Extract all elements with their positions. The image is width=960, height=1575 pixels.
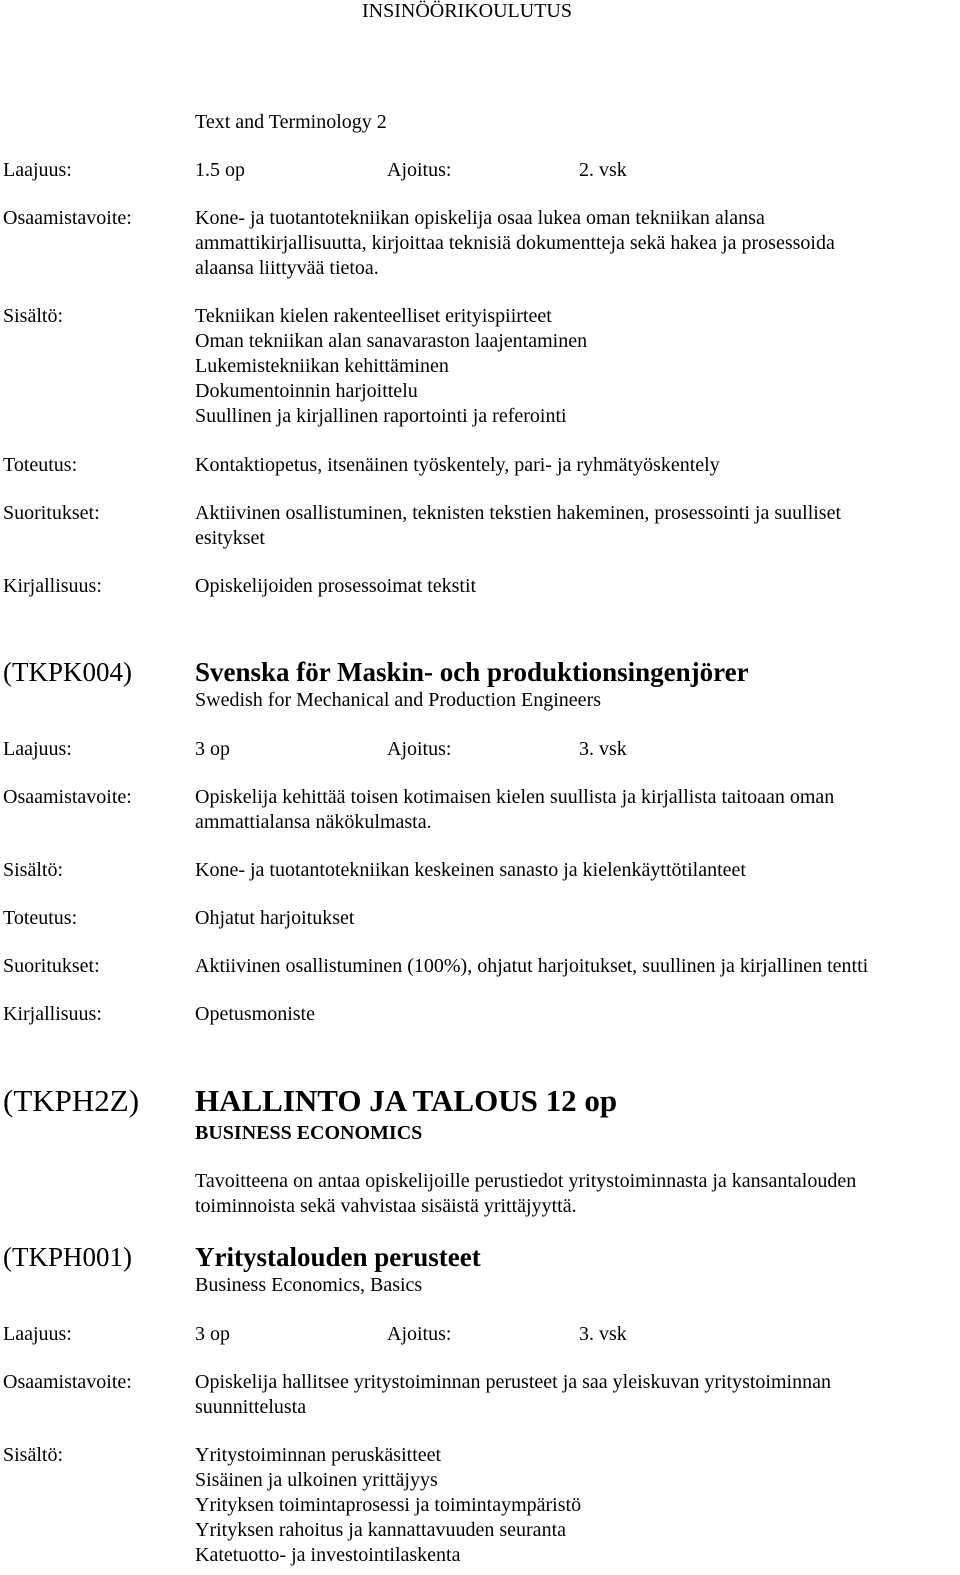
kirjallisuus-label: Kirjallisuus: xyxy=(3,575,102,597)
laajuus-value: 3 op xyxy=(195,1323,230,1345)
sisalto-line: Sisäinen ja ulkoinen yrittäjyys xyxy=(195,1469,438,1491)
osaamistavoite-label: Osaamistavoite: xyxy=(3,786,132,808)
suoritukset-label: Suoritukset: xyxy=(3,502,100,524)
sisalto-label: Sisältö: xyxy=(3,859,64,881)
module-description-line: Tavoitteena on antaa opiskelijoille perustiedot yritystoiminnasta ja kansantalouden xyxy=(195,1170,857,1192)
sisalto-line: Yritystoiminnan peruskäsitteet xyxy=(195,1444,442,1466)
osaamistavoite-line: Opiskelija kehittää toisen kotimaisen kielen suullista ja kirjallista taitoaan oman xyxy=(195,786,835,808)
module-description-line: toiminnoista sekä vahvistaa sisäistä yrittäjyyttä. xyxy=(195,1195,577,1217)
laajuus-value: 1.5 op xyxy=(195,159,245,181)
kirjallisuus-value: Opiskelijoiden prosessoimat tekstit xyxy=(195,575,477,597)
osaamistavoite-line: suunnittelusta xyxy=(195,1396,307,1418)
sisalto-line: Katetuotto- ja investointilaskenta xyxy=(195,1544,461,1566)
module-subtitle: BUSINESS ECONOMICS xyxy=(195,1122,423,1144)
laajuus-label: Laajuus: xyxy=(3,159,72,181)
sisalto-label: Sisältö: xyxy=(3,305,64,327)
sisalto-line: Tekniikan kielen rakenteelliset erityispiirteet xyxy=(195,305,552,327)
sisalto-line: Suullinen ja kirjallinen raportointi ja referointi xyxy=(195,405,567,427)
laajuus-label: Laajuus: xyxy=(3,1323,72,1345)
course-title: Svenska för Maskin- och produktionsingenjörer xyxy=(195,657,749,687)
suoritukset-label: Suoritukset: xyxy=(3,955,100,977)
toteutus-label: Toteutus: xyxy=(3,907,78,929)
suoritukset-line: esitykset xyxy=(195,527,265,549)
ajoitus-label: Ajoitus: xyxy=(387,1323,452,1345)
ajoitus-value: 3. vsk xyxy=(579,738,627,760)
module-code: (TKPH2Z) xyxy=(3,1083,140,1118)
ajoitus-value: 2. vsk xyxy=(579,159,627,181)
sisalto-label: Sisältö: xyxy=(3,1444,64,1466)
osaamistavoite-line: Opiskelija hallitsee yritystoiminnan perusteet ja saa yleiskuvan yritystoiminnan xyxy=(195,1371,831,1393)
osaamistavoite-line: Kone- ja tuotantotekniikan opiskelija osaa lukea oman tekniikan alansa xyxy=(195,207,765,229)
sisalto-line: Yrityksen toimintaprosessi ja toimintaympäristö xyxy=(195,1494,582,1516)
osaamistavoite-line: ammattialansa näkökulmasta. xyxy=(195,811,432,833)
sisalto-value: Kone- ja tuotantotekniikan keskeinen sanasto ja kielenkäyttötilanteet xyxy=(195,859,746,881)
toteutus-value: Kontaktiopetus, itsenäinen työskentely, pari- ja ryhmätyöskentely xyxy=(195,454,720,476)
course-subtitle: Business Economics, Basics xyxy=(195,1274,423,1296)
course-title: Text and Terminology 2 xyxy=(195,111,387,133)
course-title: Yritystalouden perusteet xyxy=(195,1242,481,1272)
laajuus-label: Laajuus: xyxy=(3,738,72,760)
ajoitus-label: Ajoitus: xyxy=(387,159,452,181)
sisalto-line: Lukemistekniikan kehittäminen xyxy=(195,355,449,377)
module-title: HALLINTO JA TALOUS 12 op xyxy=(195,1083,618,1118)
page-header: INSINÖÖRIKOULUTUS xyxy=(362,0,572,22)
toteutus-label: Toteutus: xyxy=(3,454,78,476)
sisalto-line: Dokumentoinnin harjoittelu xyxy=(195,380,418,402)
sisalto-line: Oman tekniikan alan sanavaraston laajentaminen xyxy=(195,330,588,352)
osaamistavoite-line: ammattikirjallisuutta, kirjoittaa teknisiä dokumentteja sekä hakea ja prosessoida xyxy=(195,232,835,254)
course-subtitle: Swedish for Mechanical and Production Engineers xyxy=(195,689,602,711)
course-code: (TKPH001) xyxy=(3,1242,132,1272)
ajoitus-value: 3. vsk xyxy=(579,1323,627,1345)
suoritukset-value: Aktiivinen osallistuminen (100%), ohjatut harjoitukset, suullinen ja kirjallinen tentti xyxy=(195,955,869,977)
sisalto-line: Yrityksen rahoitus ja kannattavuuden seuranta xyxy=(195,1519,566,1541)
toteutus-value: Ohjatut harjoitukset xyxy=(195,907,355,929)
osaamistavoite-label: Osaamistavoite: xyxy=(3,1371,132,1393)
osaamistavoite-label: Osaamistavoite: xyxy=(3,207,132,229)
course-code: (TKPK004) xyxy=(3,657,132,687)
kirjallisuus-label: Kirjallisuus: xyxy=(3,1003,102,1025)
osaamistavoite-line: alaansa liittyvää tietoa. xyxy=(195,257,379,279)
kirjallisuus-value: Opetusmoniste xyxy=(195,1003,315,1025)
suoritukset-line: Aktiivinen osallistuminen, teknisten tekstien hakeminen, prosessointi ja suulliset xyxy=(195,502,842,524)
laajuus-value: 3 op xyxy=(195,738,230,760)
ajoitus-label: Ajoitus: xyxy=(387,738,452,760)
